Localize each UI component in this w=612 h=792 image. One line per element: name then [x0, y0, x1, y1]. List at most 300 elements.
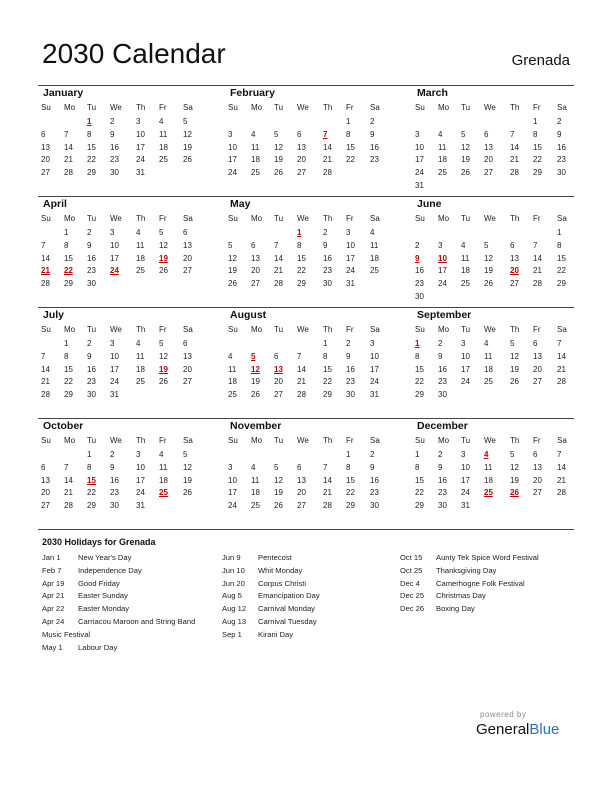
- calendar-day: 26: [183, 155, 192, 165]
- weekday-header: We: [484, 214, 496, 223]
- calendar-day: 9: [346, 351, 351, 361]
- calendar-day: 17: [136, 142, 145, 152]
- weekday-header: Su: [415, 325, 425, 334]
- calendar-day: 22: [323, 377, 332, 387]
- calendar-day: 9: [110, 462, 115, 472]
- calendar-day: 28: [557, 488, 566, 498]
- calendar-day: 2: [370, 117, 375, 126]
- calendar-day: 29: [87, 168, 96, 178]
- calendar-day: 2: [438, 450, 443, 459]
- calendar-day: 8: [64, 240, 69, 250]
- weekday-header: Th: [136, 325, 146, 334]
- generalblue-logo[interactable]: [476, 721, 559, 738]
- weekday-header: Mo: [64, 325, 76, 334]
- calendar-day: 27: [533, 488, 542, 498]
- holiday-item: [222, 603, 392, 616]
- calendar-day: 6: [183, 228, 188, 237]
- calendar-day: 18: [484, 475, 493, 485]
- holiday-date: 1: [87, 117, 92, 126]
- holiday-date-label: Apr 24: [42, 616, 65, 626]
- holiday-date: 20: [510, 266, 519, 276]
- calendar-day: 30: [346, 390, 355, 400]
- calendar-day: 13: [510, 253, 519, 263]
- month-name: October: [43, 420, 84, 432]
- holiday-name: Thanksgiving Day: [436, 565, 497, 575]
- calendar-day: 22: [346, 155, 355, 165]
- calendar-day: 16: [110, 142, 119, 152]
- weekday-header: Th: [323, 325, 333, 334]
- calendar-day: 15: [415, 475, 424, 485]
- calendar-day: 8: [415, 351, 420, 361]
- calendar-day: 20: [274, 377, 283, 387]
- calendar-day: 11: [136, 240, 145, 250]
- calendar-day: 1: [415, 450, 420, 459]
- calendar-day: 13: [484, 142, 493, 152]
- month-name: August: [230, 309, 267, 321]
- calendar-day: 8: [297, 240, 302, 250]
- weekday-header: Sa: [557, 325, 567, 334]
- calendar-day: 28: [274, 279, 283, 289]
- calendar-day: 10: [461, 462, 470, 472]
- calendar-day: 23: [87, 377, 96, 387]
- calendar-day: 9: [370, 129, 375, 139]
- month-name: November: [230, 420, 282, 432]
- weekday-header: Sa: [370, 325, 380, 334]
- calendar-day: 14: [323, 142, 332, 152]
- calendar-day: 21: [323, 488, 332, 498]
- calendar-day: 1: [64, 228, 69, 237]
- calendar-day: 1: [87, 450, 92, 459]
- holiday-item: [42, 603, 212, 616]
- weekday-header: Fr: [533, 214, 541, 223]
- calendar-day: 22: [297, 266, 306, 276]
- calendar-day: 7: [557, 339, 562, 348]
- holiday-date: 26: [510, 488, 519, 498]
- calendar-day: 20: [41, 155, 50, 165]
- calendar-day: 13: [533, 462, 542, 472]
- calendar-day: 9: [370, 462, 375, 472]
- calendar-day: 12: [274, 475, 283, 485]
- calendar-day: 26: [274, 168, 283, 178]
- calendar-day: 8: [64, 351, 69, 361]
- month-row: [38, 308, 574, 419]
- country-name: Grenada: [511, 52, 570, 69]
- calendar-day: 26: [510, 377, 519, 387]
- calendar-day: 10: [110, 240, 119, 250]
- calendar-day: 27: [251, 279, 260, 289]
- calendar-day: 4: [484, 339, 489, 348]
- calendar-day: 4: [251, 129, 256, 139]
- calendar-day: 11: [438, 142, 447, 152]
- calendar-day: 31: [136, 501, 145, 511]
- calendar-day: 19: [183, 475, 192, 485]
- calendar-day: 2: [370, 450, 375, 459]
- calendar-day: 27: [41, 501, 50, 511]
- calendar-day: 18: [438, 155, 447, 165]
- holidays-title: 2030 Holidays for Grenada: [42, 537, 156, 547]
- holiday-name: Easter Monday: [78, 604, 130, 614]
- holiday-date-label: Apr 19: [42, 578, 65, 588]
- weekday-header: Su: [41, 214, 51, 223]
- holiday-date-label: Oct 25: [400, 565, 423, 575]
- month-may: [225, 197, 403, 306]
- calendar-day: 16: [438, 475, 447, 485]
- calendar-day: 24: [136, 488, 145, 498]
- calendar-day: 14: [533, 253, 542, 263]
- calendar-day: 19: [461, 155, 470, 165]
- calendar-day: 24: [346, 266, 355, 276]
- calendar-day: 8: [87, 129, 92, 139]
- weekday-header: Sa: [183, 325, 193, 334]
- weekday-header: Th: [136, 103, 146, 112]
- calendar-day: 20: [533, 364, 542, 374]
- calendar-day: 6: [41, 129, 46, 139]
- holiday-date: 5: [251, 351, 256, 361]
- calendar-day: 11: [370, 240, 379, 250]
- holiday-date: 1: [415, 339, 420, 348]
- weekday-header: Sa: [183, 103, 193, 112]
- calendar-day: 9: [323, 240, 328, 250]
- calendar-day: 16: [110, 475, 119, 485]
- calendar-day: 23: [110, 155, 119, 165]
- calendar-day: 30: [110, 501, 119, 511]
- calendar-day: 10: [110, 351, 119, 361]
- month-february: [225, 86, 403, 195]
- calendar-day: 18: [136, 364, 145, 374]
- calendar-day: 1: [346, 117, 351, 126]
- calendar-day: 19: [251, 377, 260, 387]
- calendar-day: 13: [251, 253, 260, 263]
- calendar-day: 4: [136, 339, 141, 348]
- calendar-day: 18: [251, 488, 260, 498]
- holiday-date-label: Apr 21: [42, 591, 65, 601]
- weekday-header: Th: [323, 103, 333, 112]
- calendar-day: 4: [251, 462, 256, 472]
- calendar-day: 30: [438, 501, 447, 511]
- holiday-name: Corpus Christi: [258, 578, 307, 588]
- calendar-day: 22: [87, 155, 96, 165]
- calendar-day: 28: [323, 168, 332, 178]
- calendar-day: 23: [438, 377, 447, 387]
- calendar-day: 20: [41, 488, 50, 498]
- page-title: 2030 Calendar: [42, 38, 226, 69]
- holiday-date: 10: [438, 253, 447, 263]
- calendar-day: 6: [510, 240, 515, 250]
- calendar-day: 29: [87, 501, 96, 511]
- calendar-day: 7: [41, 240, 46, 250]
- calendar-day: 18: [159, 475, 168, 485]
- calendar-day: 2: [87, 339, 92, 348]
- calendar-day: 18: [370, 253, 379, 263]
- calendar-day: 14: [41, 364, 50, 374]
- calendar-day: 3: [228, 462, 233, 472]
- weekday-header: Fr: [159, 436, 167, 445]
- weekday-header: Th: [136, 436, 146, 445]
- calendar-day: 17: [461, 364, 470, 374]
- weekday-header: Su: [228, 103, 238, 112]
- calendar-day: 28: [64, 168, 73, 178]
- weekday-header: Tu: [274, 103, 284, 112]
- calendar-day: 8: [346, 129, 351, 139]
- calendar-day: 21: [557, 364, 566, 374]
- calendar-day: 27: [41, 168, 50, 178]
- calendar-day: 26: [159, 266, 168, 276]
- calendar-day: 24: [415, 168, 424, 178]
- calendar-day: 21: [510, 155, 519, 165]
- weekday-header: Fr: [346, 103, 354, 112]
- holiday-item: [42, 578, 212, 591]
- calendar-day: 2: [110, 117, 115, 126]
- calendar-day: 12: [461, 142, 470, 152]
- calendar-day: 22: [557, 266, 566, 276]
- calendar-day: 25: [136, 377, 145, 387]
- weekday-header: Tu: [274, 436, 284, 445]
- holiday-name: Easter Sunday: [78, 591, 128, 601]
- calendar-grid: [38, 86, 574, 530]
- calendar-day: 27: [183, 266, 192, 276]
- calendar-day: 25: [251, 168, 260, 178]
- calendar-day: 19: [183, 142, 192, 152]
- calendar-day: 28: [41, 279, 50, 289]
- calendar-day: 14: [323, 475, 332, 485]
- calendar-day: 17: [415, 155, 424, 165]
- calendar-day: 16: [438, 364, 447, 374]
- holiday-date: 22: [64, 266, 73, 276]
- calendar-day: 12: [510, 462, 519, 472]
- calendar-day: 24: [461, 377, 470, 387]
- month-april: [38, 197, 216, 306]
- calendar-day: 19: [510, 364, 519, 374]
- weekday-header: Sa: [557, 103, 567, 112]
- holiday-item: [42, 590, 212, 603]
- weekday-header: Mo: [251, 103, 263, 112]
- calendar-day: 13: [41, 142, 50, 152]
- weekday-header: We: [484, 103, 496, 112]
- weekday-header: Fr: [159, 103, 167, 112]
- calendar-day: 26: [228, 279, 237, 289]
- calendar-day: 5: [159, 339, 164, 348]
- calendar-day: 3: [136, 450, 141, 459]
- calendar-day: 24: [461, 488, 470, 498]
- weekday-header: Sa: [370, 214, 380, 223]
- calendar-day: 16: [415, 266, 424, 276]
- calendar-day: 30: [87, 279, 96, 289]
- holiday-date: 7: [323, 129, 328, 139]
- calendar-day: 13: [297, 142, 306, 152]
- calendar-day: 25: [438, 168, 447, 178]
- weekday-header: We: [484, 325, 496, 334]
- calendar-day: 1: [557, 228, 562, 237]
- month-name: April: [43, 198, 67, 210]
- calendar-day: 24: [228, 501, 237, 511]
- weekday-header: Su: [415, 214, 425, 223]
- calendar-day: 11: [159, 129, 168, 139]
- calendar-day: 5: [183, 450, 188, 459]
- weekday-header: Th: [510, 436, 520, 445]
- weekday-header: Su: [228, 214, 238, 223]
- holiday-date-label: Jun 9: [222, 553, 241, 562]
- calendar-day: 31: [110, 390, 119, 400]
- calendar-day: 7: [557, 450, 562, 459]
- calendar-day: 14: [64, 475, 73, 485]
- weekday-header: Su: [41, 325, 51, 334]
- calendar-day: 5: [510, 450, 515, 459]
- calendar-day: 12: [484, 253, 493, 263]
- weekday-header: Sa: [183, 214, 193, 223]
- weekday-header: Fr: [346, 325, 354, 334]
- calendar-day: 10: [228, 142, 237, 152]
- calendar-day: 23: [346, 377, 355, 387]
- powered-by-text: powered by: [480, 710, 527, 719]
- calendar-day: 22: [346, 488, 355, 498]
- month-september: [412, 308, 590, 417]
- calendar-day: 12: [159, 351, 168, 361]
- calendar-day: 7: [64, 462, 69, 472]
- weekday-header: Fr: [533, 103, 541, 112]
- holiday-item: [222, 590, 392, 603]
- calendar-day: 5: [183, 117, 188, 126]
- holiday-name: Good Friday: [78, 578, 120, 588]
- calendar-day: 20: [297, 155, 306, 165]
- calendar-day: 23: [110, 488, 119, 498]
- weekday-header: Fr: [159, 214, 167, 223]
- calendar-day: 16: [87, 364, 96, 374]
- holiday-date-label: May 1: [42, 642, 63, 652]
- weekday-header: Fr: [346, 436, 354, 445]
- calendar-day: 28: [533, 279, 542, 289]
- weekday-header: We: [297, 436, 309, 445]
- weekday-header: We: [110, 436, 122, 445]
- calendar-day: 13: [297, 475, 306, 485]
- holiday-date-label: Aug 12: [222, 604, 247, 614]
- calendar-day: 18: [228, 377, 237, 387]
- calendar-day: 6: [251, 240, 256, 250]
- calendar-day: 19: [274, 488, 283, 498]
- calendar-day: 8: [557, 240, 562, 250]
- calendar-day: 29: [64, 279, 73, 289]
- month-name: June: [417, 198, 442, 210]
- calendar-day: 20: [297, 488, 306, 498]
- holiday-item: [222, 616, 392, 629]
- calendar-day: 4: [159, 450, 164, 459]
- calendar-day: 31: [136, 168, 145, 178]
- weekday-header: Mo: [251, 325, 263, 334]
- calendar-day: 8: [415, 462, 420, 472]
- calendar-day: 11: [228, 364, 237, 374]
- calendar-day: 15: [557, 253, 566, 263]
- month-january: [38, 86, 216, 195]
- calendar-day: 21: [297, 377, 306, 387]
- weekday-header: Fr: [533, 325, 541, 334]
- calendar-day: 7: [41, 351, 46, 361]
- calendar-day: 17: [438, 266, 447, 276]
- weekday-header: Th: [323, 436, 333, 445]
- calendar-day: 27: [510, 279, 519, 289]
- calendar-day: 13: [533, 351, 542, 361]
- holiday-name: Emancipation Day: [258, 591, 320, 601]
- calendar-day: 8: [87, 462, 92, 472]
- calendar-day: 31: [346, 279, 355, 289]
- month-name: July: [43, 309, 65, 321]
- holiday-item: [222, 552, 392, 565]
- holiday-date-label: Jan 1: [42, 553, 61, 562]
- calendar-day: 2: [415, 240, 420, 250]
- month-august: [225, 308, 403, 417]
- calendar-day: 6: [297, 462, 302, 472]
- calendar-day: 24: [228, 168, 237, 178]
- weekday-header: Tu: [87, 325, 97, 334]
- weekday-header: Su: [41, 436, 51, 445]
- holiday-item: [42, 565, 212, 578]
- weekday-header: Th: [510, 214, 520, 223]
- calendar-day: 30: [370, 501, 379, 511]
- calendar-day: 21: [533, 266, 542, 276]
- holiday-name: Aunty Tek Spice Word Festival: [436, 553, 539, 562]
- month-name: January: [43, 87, 84, 99]
- holiday-date: 13: [274, 364, 283, 374]
- calendar-day: 7: [323, 462, 328, 472]
- calendar-day: 28: [41, 390, 50, 400]
- holiday-item: [400, 590, 575, 603]
- holiday-date-label: Dec 4: [400, 578, 420, 588]
- calendar-day: 15: [533, 142, 542, 152]
- calendar-day: 22: [64, 377, 73, 387]
- holiday-name: Labour Day: [78, 642, 118, 652]
- calendar-day: 31: [461, 501, 470, 511]
- calendar-day: 3: [461, 339, 466, 348]
- holiday-item: [400, 552, 575, 565]
- weekday-header: We: [297, 214, 309, 223]
- holiday-name: Christmas Day: [436, 591, 486, 601]
- calendar-day: 26: [251, 390, 260, 400]
- calendar-day: 14: [64, 142, 73, 152]
- holiday-item: [42, 552, 212, 565]
- calendar-day: 4: [438, 129, 443, 139]
- calendar-day: 2: [346, 339, 351, 348]
- calendar-day: 9: [87, 240, 92, 250]
- holiday-date: 12: [251, 364, 260, 374]
- calendar-day: 21: [64, 488, 73, 498]
- brand-part-general: General: [476, 721, 530, 738]
- calendar-day: 19: [510, 475, 519, 485]
- calendar-day: 4: [370, 228, 375, 237]
- calendar-day: 3: [136, 117, 141, 126]
- calendar-day: 25: [228, 390, 237, 400]
- calendar-day: 22: [415, 377, 424, 387]
- calendar-day: 21: [323, 155, 332, 165]
- holiday-name: Whit Monday: [258, 565, 303, 575]
- month-row: [38, 197, 574, 308]
- calendar-day: 10: [461, 351, 470, 361]
- calendar-day: 30: [323, 279, 332, 289]
- calendar-day: 22: [87, 488, 96, 498]
- calendar-day: 19: [274, 155, 283, 165]
- calendar-day: 17: [110, 364, 119, 374]
- calendar-day: 29: [297, 279, 306, 289]
- holiday-column: [42, 552, 212, 654]
- calendar-day: 7: [533, 240, 538, 250]
- weekday-header: We: [110, 325, 122, 334]
- calendar-day: 14: [557, 462, 566, 472]
- calendar-day: 7: [510, 129, 515, 139]
- calendar-day: 5: [510, 339, 515, 348]
- calendar-day: 21: [274, 266, 283, 276]
- holiday-name: Carriacou Maroon and String Band Music Festival: [42, 616, 196, 639]
- calendar-day: 16: [323, 253, 332, 263]
- calendar-day: 24: [136, 155, 145, 165]
- holiday-date-label: Aug 5: [222, 591, 242, 601]
- holiday-item: [400, 578, 575, 591]
